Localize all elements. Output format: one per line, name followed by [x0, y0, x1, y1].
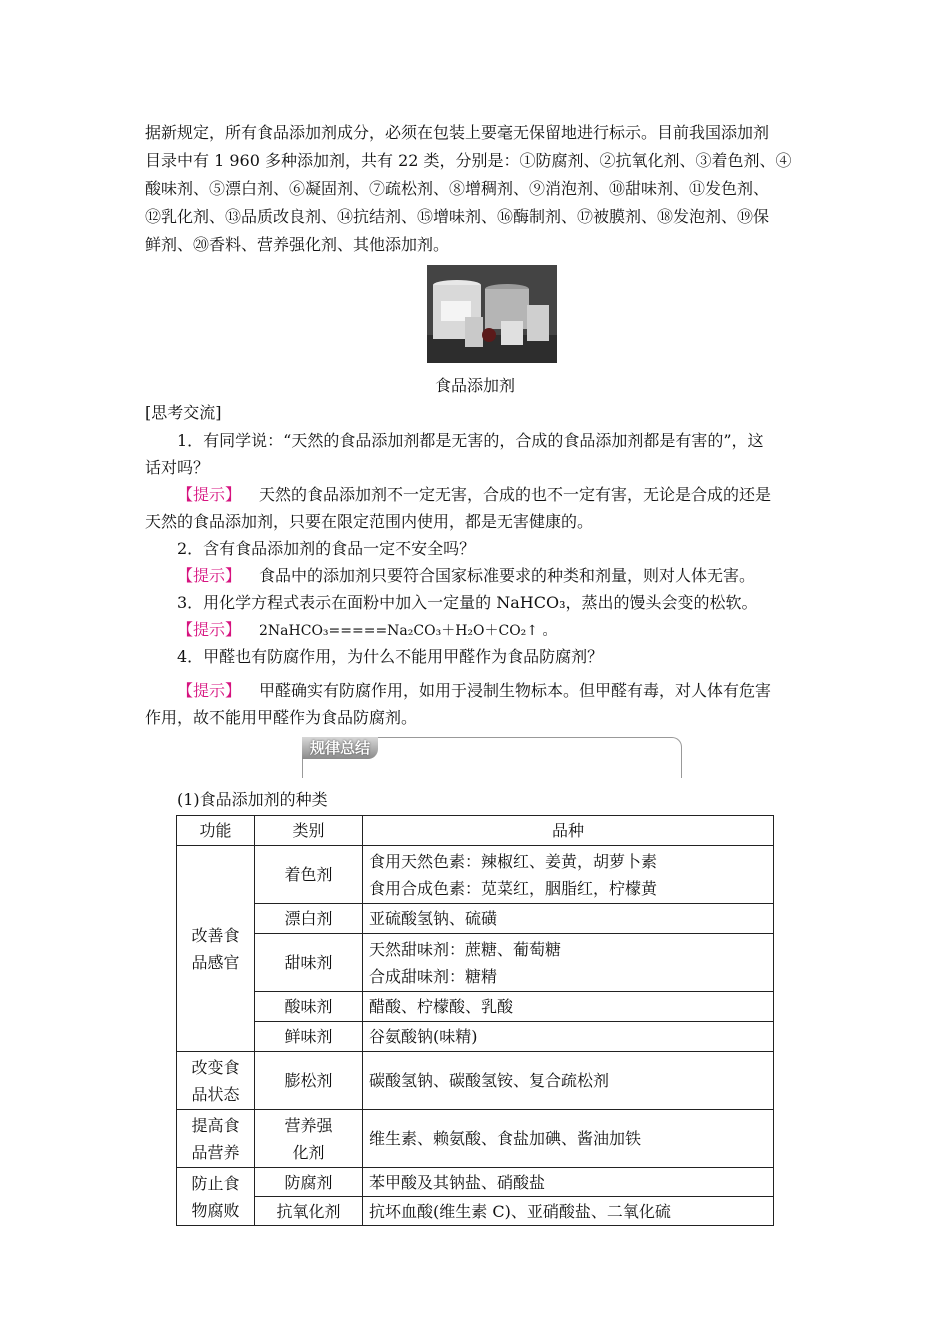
table-row [177, 1110, 774, 1168]
varieties-cell: 醋酸、柠檬酸、乳酸 [363, 992, 774, 1022]
answer-4 [177, 678, 771, 704]
varieties-cell: 抗坏血酸(维生素 C)、亚硝酸盐、二氧化硫 [363, 1197, 774, 1226]
header-category: 类别 [255, 816, 363, 846]
table-row [177, 1197, 774, 1226]
answer-1-text: 天然的食品添加剂不一定无害，合成的也不一定有害，无论是合成的还是 [259, 485, 772, 504]
category-cell: 膨松剂 [255, 1052, 363, 1110]
answer-3-text: 2NaHCO₃=====Na₂CO₃＋H₂O＋CO₂↑ 。 [259, 623, 557, 639]
table-row [177, 934, 774, 992]
intro-line: 酸味剂、⑤漂白剂、⑥凝固剂、⑦疏松剂、⑧增稠剂、⑨消泡剂、⑩甜味剂、⑪发色剂、 [145, 179, 770, 198]
varieties-cell: 苯甲酸及其钠盐、硝酸盐 [363, 1168, 774, 1197]
answer-2 [177, 563, 755, 589]
category-cell: 甜味剂 [255, 934, 363, 992]
additives-table [176, 815, 774, 1226]
hint-label: 【提示】 [177, 681, 242, 700]
table-title: (1)食品添加剂的种类 [177, 790, 328, 809]
intro-line: 目录中有 1 960 多种添加剂，共有 22 类，分别是：①防腐剂、②抗氧化剂、③着色剂、④ [145, 151, 792, 170]
section-heading: [思考交流] [145, 403, 222, 422]
intro-line: 鲜剂、⑳香料、营养强化剂、其他添加剂。 [145, 235, 450, 254]
header-varieties: 品种 [363, 816, 774, 846]
answer-3 [177, 617, 556, 643]
varieties-cell: 谷氨酸钠(味精) [363, 1022, 774, 1052]
function-cell: 提高食 品营养 [177, 1110, 255, 1168]
intro-line: 据新规定，所有食品添加剂成分，必须在包装上要毫无保留地进行标示。目前我国添加剂 [145, 123, 770, 142]
answer-1 [177, 482, 771, 508]
answer-2-text: 食品中的添加剂只要符合国家标准要求的种类和剂量，则对人体无害。 [259, 566, 756, 585]
table-row [177, 1052, 774, 1110]
category-cell: 漂白剂 [255, 904, 363, 934]
category-cell: 着色剂 [255, 846, 363, 904]
category-cell: 酸味剂 [255, 992, 363, 1022]
varieties-cell: 碳酸氢钠、碳酸氢铵、复合疏松剂 [363, 1052, 774, 1110]
varieties-cell: 天然甜味剂：蔗糖、葡萄糖 合成甜味剂：糖精 [363, 934, 774, 992]
varieties-cell: 维生素、赖氨酸、食盐加碘、酱油加铁 [363, 1110, 774, 1168]
table-row [177, 1022, 774, 1052]
table-row [177, 904, 774, 934]
food-additive-photo [427, 265, 557, 363]
question-3: 3．用化学方程式表示在面粉中加入一定量的 NaHCO₃，蒸出的馒头会变的松软。 [177, 593, 758, 612]
question-2: 2．含有食品添加剂的食品一定不安全吗？ [177, 539, 476, 558]
varieties-cell: 食用天然色素：辣椒红、姜黄，胡萝卜素 食用合成色素：苋菜红，胭脂红，柠檬黄 [363, 846, 774, 904]
table-header-row [177, 816, 774, 846]
answer-4-text: 甲醛确实有防腐作用，如用于浸制生物标本。但甲醛有毒，对人体有危害 [259, 681, 772, 700]
function-cell: 改善食 品感官 [177, 846, 255, 1052]
figure-caption: 食品添加剂 [434, 376, 515, 395]
category-cell: 抗氧化剂 [255, 1197, 363, 1226]
containers-illustration [427, 265, 557, 363]
table-row [177, 846, 774, 904]
question-4: 4．甲醛也有防腐作用，为什么不能用甲醛作为食品防腐剂？ [177, 647, 604, 666]
varieties-cell: 亚硫酸氢钠、硫磺 [363, 904, 774, 934]
answer-4-cont: 作用，故不能用甲醛作为食品防腐剂。 [145, 708, 418, 727]
intro-line: ⑫乳化剂、⑬品质改良剂、⑭抗结剂、⑮增味剂、⑯酶制剂、⑰被膜剂、⑱发泡剂、⑲保 [145, 207, 770, 226]
hint-label: 【提示】 [177, 485, 242, 504]
hint-label: 【提示】 [177, 566, 242, 585]
summary-label: 规律总结 [302, 737, 378, 759]
function-cell: 改变食 品状态 [177, 1052, 255, 1110]
question-1: 1．有同学说：“天然的食品添加剂都是无害的，合成的食品添加剂都是有害的”，这 [177, 431, 764, 450]
category-cell: 鲜味剂 [255, 1022, 363, 1052]
table-row [177, 992, 774, 1022]
category-cell: 防腐剂 [255, 1168, 363, 1197]
function-cell: 防止食 物腐败 [177, 1168, 255, 1226]
hint-label: 【提示】 [177, 620, 242, 639]
answer-1-cont: 天然的食品添加剂，只要在限定范围内使用，都是无害健康的。 [145, 512, 594, 531]
header-function: 功能 [177, 816, 255, 846]
table-row [177, 1168, 774, 1197]
category-cell: 营养强 化剂 [255, 1110, 363, 1168]
question-1-cont: 话对吗？ [145, 458, 210, 477]
